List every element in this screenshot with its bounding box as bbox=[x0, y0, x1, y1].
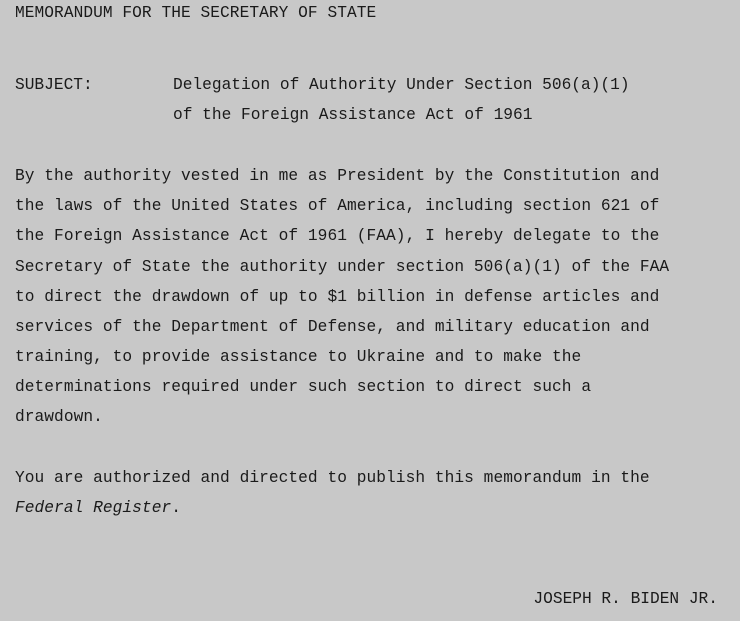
closing-period: . bbox=[171, 499, 181, 517]
body-line-5: to direct the drawdown of up to $1 billion in defense articles and bbox=[15, 288, 660, 306]
body-line-7: training, to provide assistance to Ukraine and to make the bbox=[15, 348, 582, 366]
signature: JOSEPH R. BIDEN JR. bbox=[533, 590, 718, 608]
body-line-4: Secretary of State the authority under section 506(a)(1) of the FAA bbox=[15, 258, 670, 276]
closing-register-line bbox=[15, 498, 181, 518]
body-line-6: services of the Department of Defense, and military education and bbox=[15, 318, 650, 336]
body-line-3: the Foreign Assistance Act of 1961 (FAA), I hereby delegate to the bbox=[15, 227, 660, 245]
closing-line: You are authorized and directed to publish this memorandum in the bbox=[15, 469, 650, 487]
body-line-1: By the authority vested in me as President by the Constitution and bbox=[15, 167, 660, 185]
federal-register-text: Federal Register bbox=[15, 499, 172, 517]
body-line-8: determinations required under such section to direct such a bbox=[15, 378, 592, 396]
body-line-9: drawdown. bbox=[15, 408, 103, 426]
subject-line-1: Delegation of Authority Under Section 506(a)(1) bbox=[173, 76, 630, 94]
body-line-2: the laws of the United States of America, including section 621 of bbox=[15, 197, 660, 215]
subject-line-2: of the Foreign Assistance Act of 1961 bbox=[173, 106, 533, 124]
subject-label: SUBJECT: bbox=[15, 76, 93, 94]
memo-header: MEMORANDUM FOR THE SECRETARY OF STATE bbox=[15, 4, 377, 22]
